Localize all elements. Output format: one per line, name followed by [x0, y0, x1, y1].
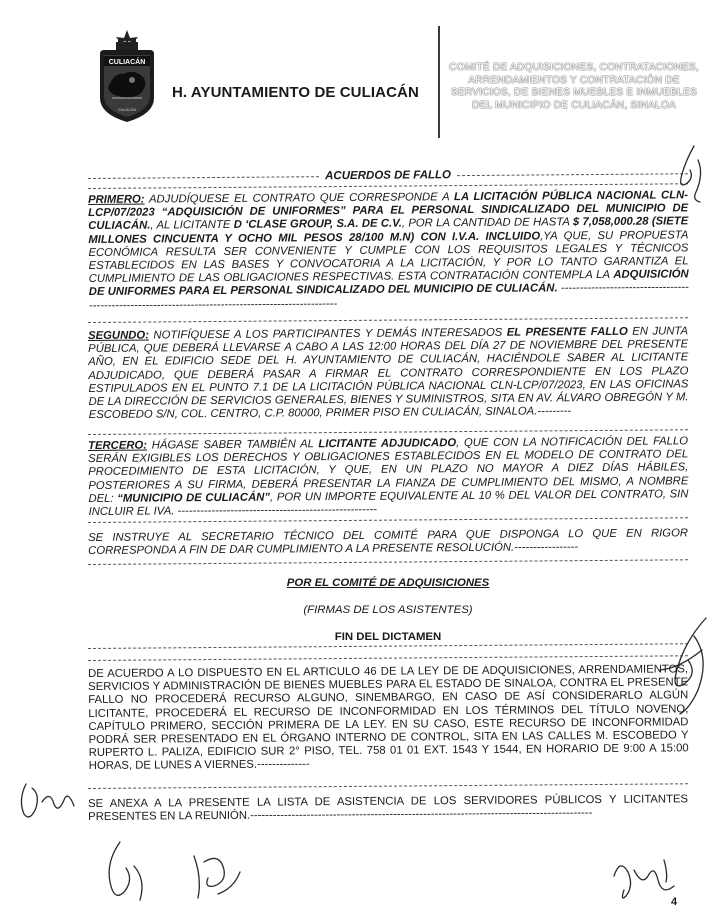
section-title-row — [88, 167, 688, 184]
signature-right-middle — [640, 610, 716, 720]
legal-notice-paragraph: DE ACUERDO A LO DISPUESTO EN EL ARTICULO 46 DE LA LEY DE DE ADQUISICIONES, ARRENDAMIENTOS, SERVICIOS Y ADMINISTRACIÓN DE BIENES MUEBLES PARA EL ESTADO DE SINALOA, CONTRA EL PRESENTE FALLO NO PROCEDERÁ RECURSO ALGUNO, SINEMBARGO, EN CASO DE ASÍ CONSIDERARLO ALGÚN LICITANTE, PROCEDERÁ EL RECURSO DE INCONFORMIDAD EN LOS TÉRMINOS DEL TÍTULO NOVENO, CAPÍTULO PRIMERO, SECCIÓN PRIMERA DE LA LEY. EN SU CASO, ESTE RECURSO DE INCONFORMIDAD PODRÁ SER PRESENTADO EN EL ÓRGANO INTERNO DE CONTROL, SITA EN LAS CALLES M. ESCOBEDO Y RUPERTO L. PALIZA, EDIFICIO SUR 2° PISO, TEL. 758 01 01 EXT. 1543 Y 1544, EN HORARIO DE 9:00 A 15:00 HORAS, DE LUNES A VIERNES.-------------- — [88, 663, 689, 773]
separator — [88, 183, 688, 189]
tercero-paragraph: TERCERO: HÁGASE SABER TAMBIÉN AL LICITANTE ADJUDICADO, QUE CON LA NOTIFICACIÓN DEL FALLO SERÁN EXIGIBLES LOS DERECHOS Y OBLIGACIONES ESTABLECIDOS EN EL MODELO DE CONTRATO DEL PROCEDIMIENTO DE ESTA LICITACIÓN, Y QUE, EN UN PLAZO NO MAYOR A DIEZ DÍAS HÁBILES, POSTERIORES A SU FIRMA, DEBERÁ PRESENTAR LA FIANZA DE CUMPLIMIENTO DEL MISMO, A NOMBRE DEL: “MUNICIPIO DE CULIACÁN”, POR UN IMPORTE EQUIVALENTE AL 10 % DEL VALOR DEL CONTRATO, SIN INCLUIR EL IVA. ----------------------------------------------------- — [88, 435, 689, 519]
organization-name: H. AYUNTAMIENTO DE CULIACÁN — [172, 84, 419, 101]
attendance-note: SE ANEXA A LA PRESENTE LA LISTA DE ASISTENCIA DE LOS SERVIDORES PÚBLICOS Y LICITANTES PRESENTES EN LA REUNIÓN.------------------------------------------------------------------------------------------- — [88, 793, 689, 824]
signature-right-top — [664, 140, 712, 210]
segundo-paragraph: SEGUNDO: NOTIFÍQUESE A LOS PARTICIPANTES Y DEMÁS INTERESADOS EL PRESENTE FALLO EN JUNTA PÚBLICA, QUE DEBERÁ LLEVARSE A CABO A LAS 12:00 HORAS DEL DÍA 27 DE NOVIEMBRE DEL PRESENTE AÑO, EN EL EDIFICIO SEDE DEL H. AYUNTAMIENTO DE CULIACÁN, HACIÉNDOLE SABER AL LICITANTE ADJUDICADO, QUE DEBERÁ PASAR A FIRMAR EL CONTRATO CORRESPONDIENTE EN LOS PLAZO ESTIPULADOS EN EL PUNTO 7.1 DE LA LICITACIÓN PÚBLICA NACIONAL CLN-LCP/07/2023, EN LAS OFICINAS DE LA DIRECCIÓN DE SERVICIOS GENERALES, BIENES Y SUMINISTROS, SITA EN AV. ÁLVARO OBREGÓN Y M. ESCOBEDO S/N, COL. CENTRO, C.P. 80000, PRIMER PISO EN CULIACÁN, SINALOA.--------- — [88, 325, 689, 422]
signature-left-middle — [14, 764, 84, 826]
signature-bottom-center — [178, 842, 248, 912]
committee-name: COMITÉ DE ADQUISICIONES, CONTRATACIONES, ARRENDAMIENTOS Y CONTRATACIÓN DE SERVICIOS, DE BIENES MUEBLES E INMUEBLES DEL MUNICIPIO DE CULIACÁN, SINALOA — [449, 62, 699, 111]
culiacan-crest-logo — [94, 28, 160, 126]
primero-paragraph: PRIMERO: ADJUDÍQUESE EL CONTRATO QUE CORRESPONDE A LA LICITACIÓN PÚBLICA NACIONAL CLN-LCP/07/2023 “ADQUISICIÓN DE UNIFORMES” PARA EL PERSONAL SINDICALIZADO DEL MUNICIPIO DE CULIACÁN., AL LICITANTE D ‘CLASE GROUP, S.A. DE C.V., POR LA CANTIDAD DE HASTA $ 7,058,000.28 (SIETE MILLONES CINCUENTA Y OCHO MIL PESOS 28/100 M.N) CON I.V.A. INCLUIDO,YA QUE, SU PROPUESTA ECONÓMICA RESULTA SER CONVENIENTE Y CUMPLE CON LOS REQUISITOS LEGALES Y TÉCNICOS ESTABLECIDOS EN LAS BASES Y CONVOCATORIA A LA LICITACIÓN, Y POR LO TANTO GARANTIZA EL CUMPLIMIENTO DE LAS OBLIGACIONES RESPECTIVAS. ESTA CONTRATACIÓN CONTEMPLA LA ADQUISICIÓN DE UNIFORMES PARA EL PERSONAL SINDICALIZADO DEL MUNICIPIO DE CULIACÁN. ---------------------------------------------------------------------------------------------------- — [88, 189, 689, 312]
svg-text:CULIACÁN: CULIACÁN — [117, 108, 137, 112]
segundo-label: SEGUNDO: — [88, 329, 149, 342]
committee-heading: POR EL COMITÉ DE ADQUISICIONES — [286, 577, 490, 589]
separator — [88, 559, 688, 565]
signature-bottom-left — [98, 836, 158, 912]
page-number: 4 — [671, 896, 678, 908]
instruye-paragraph: SE INSTRUYE AL SECRETARIO TÉCNICO DEL COMITÉ PARA QUE DISPONGA LO QUE EN RIGOR CORRESPONDA A FIN DE DAR CUMPLIMIENTO A LA PRESENTE RESOLUCIÓN.----------------- — [88, 527, 689, 558]
end-of-ruling: FIN DEL DICTAMEN — [334, 631, 442, 643]
header-divider — [438, 26, 440, 138]
section-title: ACUERDOS DE FALLO — [325, 169, 452, 183]
signature-bottom-right — [604, 846, 684, 908]
svg-text:CULIACÁN: CULIACÁN — [108, 59, 146, 66]
separator — [88, 643, 688, 649]
separator — [88, 655, 688, 661]
separator — [88, 317, 688, 323]
primero-label: PRIMERO: — [88, 193, 145, 206]
separator — [88, 429, 688, 435]
tercero-label: TERCERO: — [88, 439, 148, 452]
separator — [88, 783, 688, 789]
signatures-note: (FIRMAS DE LOS ASISTENTES) — [303, 604, 473, 616]
